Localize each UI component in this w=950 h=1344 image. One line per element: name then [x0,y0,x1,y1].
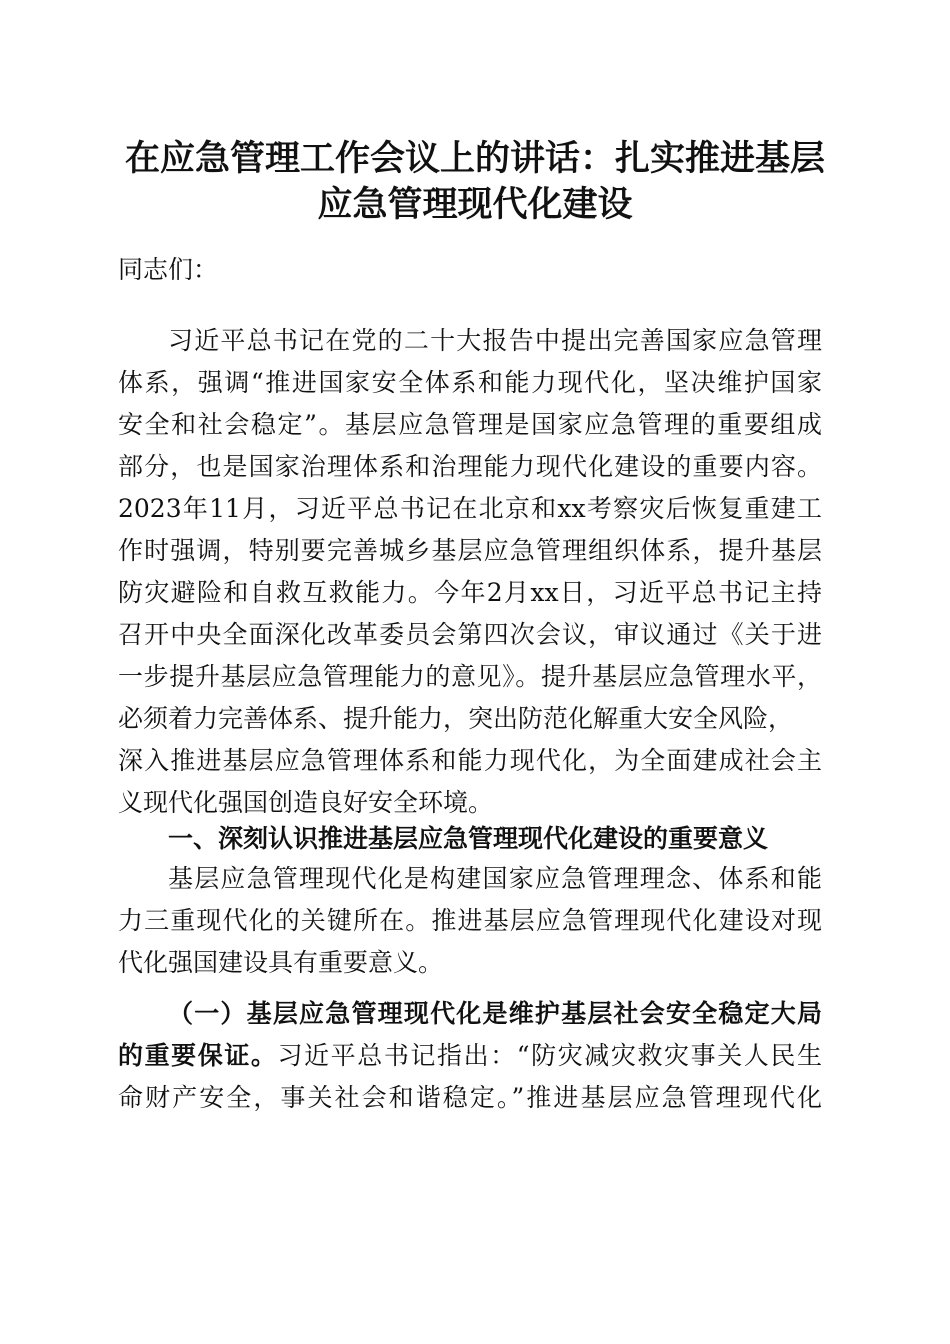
paragraph-line: 基层应急管理现代化是构建国家应急管理理念、体系和能 [168,864,822,893]
paragraph-line: 2023年11月，习近平总书记在北京和xx考察灾后恢复重建工 [118,494,822,523]
paragraph-line: 召开中央全面深化改革委员会第四次会议，审议通过《关于进 [118,620,822,649]
document-body [118,249,822,1119]
paragraph-line: 深入推进基层应急管理体系和能力现代化，为全面建成社会主 [118,746,822,775]
paragraph-text: 习近平总书记指出：“防灾减灾救灾事关人民生 [277,1041,822,1070]
paragraph-line: 必须着力完善体系、提升能力，突出防范化解重大安全风险， [118,704,794,733]
paragraph-line: 代化强国建设具有重要意义。 [118,948,444,977]
paragraph-line: 安全和社会稳定”。基层应急管理是国家应急管理的重要组成 [118,410,822,439]
paragraph-line: 义现代化强国创造良好安全环境。 [118,788,494,817]
paragraph-line: 部分，也是国家治理体系和治理能力现代化建设的重要内容。 [118,452,822,481]
salutation: 同志们： [118,255,219,284]
paragraph-line: 防灾避险和自救互救能力。今年2月xx日，习近平总书记主持 [118,578,822,607]
paragraph-line: 习近平总书记在党的二十大报告中提出完善国家应急管理 [168,326,822,355]
paragraph-section-intro [118,858,822,984]
paragraph-line: 体系，强调“推进国家安全体系和能力现代化，坚决维护国家 [118,368,822,397]
paragraph-intro [118,320,822,824]
subheading-end: 的重要保证。 [118,1041,278,1070]
paragraph-line: 力三重现代化的关键所在。推进基层应急管理现代化建设对现 [118,906,822,935]
paragraph-line: 命财产安全，事关社会和谐稳定。”推进基层应急管理现代化 [118,1083,822,1112]
title-line-1: 在应急管理工作会议上的讲话：扎实推进基层 [124,138,825,179]
title-line-2: 应急管理现代化建设 [317,184,633,225]
section-heading: 一、深刻认识推进基层应急管理现代化建设的重要意义 [168,824,769,853]
paragraph-line: 一步提升基层应急管理能力的意见》。提升基层应急管理水平， [118,662,822,691]
paragraph-line [118,1035,822,1077]
subheading-line: （一）基层应急管理现代化是维护基层社会安全稳定大局 [168,999,822,1028]
paragraph-line: 作时强调，特别要完善城乡基层应急管理组织体系，提升基层 [118,536,822,565]
document-title [0,136,950,228]
paragraph-subsection-1 [118,993,822,1119]
